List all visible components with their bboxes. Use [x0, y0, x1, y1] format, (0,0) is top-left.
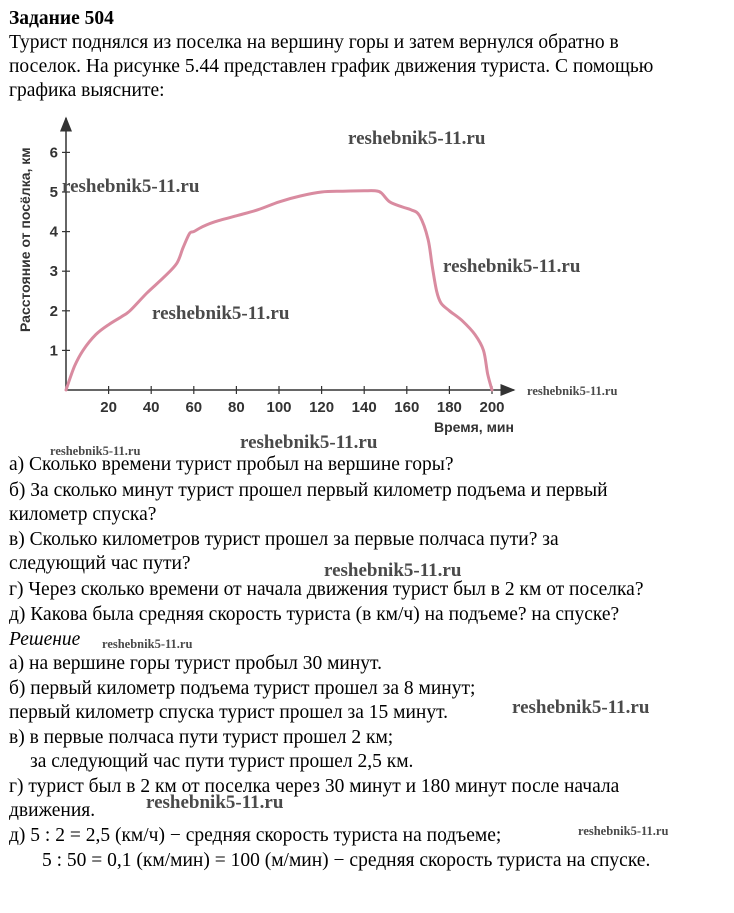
- y-tick-label: 1: [49, 342, 58, 360]
- x-tick-label: 180: [436, 399, 462, 416]
- question-d: д) Какова была средняя скорость туриста (в км/ч) на подъеме? на спуске?: [9, 604, 620, 625]
- question-g: г) Через сколько времени от начала движения турист был в 2 км от поселка?: [9, 579, 644, 600]
- x-tick-label: 100: [266, 399, 292, 416]
- y-tick-label: 5: [49, 184, 58, 201]
- question-a: а) Сколько времени турист пробыл на вершине горы?: [9, 454, 454, 475]
- solution-line: г) турист был в 2 км от поселка через 30 минут и 180 минут после начала: [9, 776, 620, 797]
- x-tick-label: 80: [228, 399, 245, 416]
- x-tick-label: 120: [309, 399, 335, 416]
- question-b: б) За сколько минут турист прошел первый километр подъема и первый: [9, 480, 608, 501]
- question-b-cont: километр спуска?: [9, 504, 157, 525]
- intro-line: Турист поднялся из поселка на вершину горы и затем вернулся обратно в: [9, 32, 619, 53]
- y-axis-label: Расстояние от посёлка, км: [17, 147, 33, 332]
- watermark: reshebnik5-11.ru: [146, 792, 284, 813]
- solution-line: движения.: [9, 800, 96, 821]
- y-tick-label: 2: [49, 302, 58, 320]
- watermark: reshebnik5-11.ru: [324, 560, 462, 581]
- x-tick-label: 60: [185, 399, 203, 416]
- x-tick-label: 200: [479, 399, 505, 416]
- solution-line: д) 5 : 2 = 2,5 (км/ч) − средняя скорость туриста на подъеме;: [9, 825, 502, 846]
- y-tick-label: 3: [49, 263, 58, 281]
- series-line: [66, 191, 492, 390]
- solution-line: б) первый километр подъема турист прошел за 8 минут;: [9, 678, 476, 699]
- watermark: reshebnik5-11.ru: [512, 697, 650, 718]
- x-tick-label: 20: [100, 399, 117, 416]
- solution-line: первый километр спуска турист прошел за 15 минут.: [9, 702, 449, 723]
- watermark: reshebnik5-11.ru: [62, 176, 200, 197]
- watermark: reshebnik5-11.ru: [240, 432, 378, 453]
- x-axis-label: Время, мин: [434, 419, 514, 435]
- task-title: Задание 504: [9, 8, 114, 29]
- x-tick-label: 140: [351, 399, 377, 416]
- question-v-cont: следующий час пути?: [9, 553, 191, 574]
- intro-line: поселок. На рисунке 5.44 представлен график движения туриста. С помощью: [9, 56, 654, 77]
- x-tick-label: 160: [394, 399, 420, 416]
- solution-heading: Решение: [9, 629, 81, 650]
- y-tick-label: 6: [49, 144, 58, 162]
- watermark: reshebnik5-11.ru: [527, 384, 618, 398]
- watermark: reshebnik5-11.ru: [50, 444, 141, 458]
- solution-line: за следующий час пути турист прошел 2,5 км.: [30, 751, 414, 772]
- y-tick-label: 4: [49, 223, 58, 241]
- question-v: в) Сколько километров турист прошел за первые полчаса пути? за: [9, 529, 559, 550]
- watermark: reshebnik5-11.ru: [102, 637, 193, 651]
- watermark: reshebnik5-11.ru: [348, 128, 486, 149]
- watermark: reshebnik5-11.ru: [443, 256, 581, 277]
- watermark: reshebnik5-11.ru: [578, 824, 669, 838]
- watermark: reshebnik5-11.ru: [152, 303, 290, 324]
- solution-line: в) в первые полчаса пути турист прошел 2 км;: [9, 727, 394, 748]
- solution-line: а) на вершине горы турист пробыл 30 минут.: [9, 653, 382, 674]
- solution-line: 5 : 50 = 0,1 (км/мин) = 100 (м/мин) − средняя скорость туриста на спуске.: [42, 850, 651, 871]
- x-tick-label: 40: [142, 399, 160, 416]
- intro-line: графика выясните:: [9, 80, 165, 101]
